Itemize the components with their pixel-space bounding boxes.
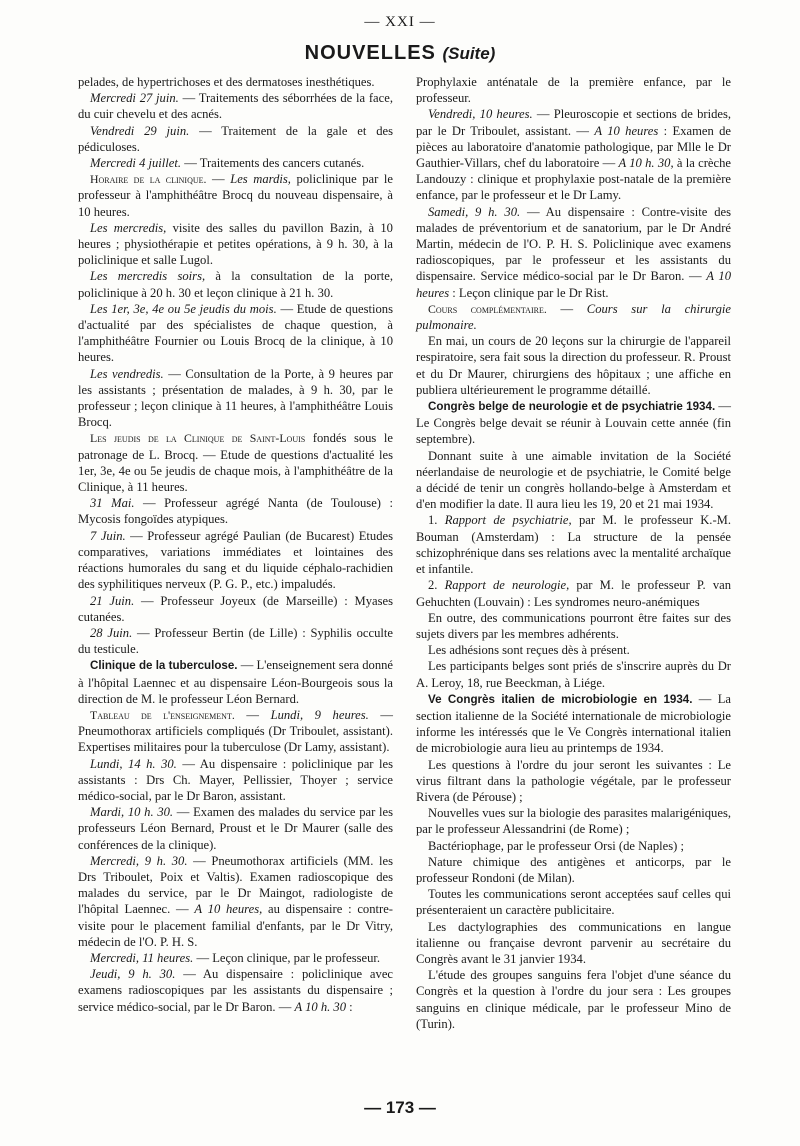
text-run: Horaire de la clinique. [90, 172, 207, 187]
paragraph [78, 90, 393, 122]
paragraph [416, 74, 731, 106]
paragraph [78, 220, 393, 269]
text-run: Tableau de l'enseignement. [90, 707, 235, 722]
paragraph [416, 577, 731, 609]
text-run: Cours complémentaire. [428, 301, 547, 316]
text-run: pelades, de hypertrichoses et des dermatoses inesthétiques. [78, 75, 375, 89]
text-run: A 10 heures, [194, 902, 263, 917]
text-run: Lundi, 9 heures. [270, 707, 369, 722]
text-run: A 10 h. 30 [294, 999, 347, 1014]
text-run: Toutes les communications seront acceptées sauf celles qui présenteraient un caractère publicitaire. [416, 887, 731, 918]
text-run: Les 1er, 3e, 4e ou 5e jeudis du mois. [90, 301, 277, 316]
text-run: à la crèche Landouzy : clinique et prophylaxie post-natale de la première enfance, par le professeur et le Dr Lamy. [416, 156, 731, 203]
text-run: 2. [428, 578, 445, 593]
text-run: 1. [428, 513, 445, 528]
paragraph [416, 838, 731, 854]
text-run: A 10 heures [594, 123, 659, 138]
text-run: Donnant suite à une aimable invitation de la Société néerlandaise de neurologie et de psychiatrie, le Comité belge a décidé de tenir un congrès hollando-belge à Amsterdam et d'en modifier la date. Il aura lieu les 19, 20 et 21 mai 1934. [416, 448, 731, 512]
text-run: — La section italienne de la Société internationale de microbiologie informe les intéressés que le Ve Congrès international italien de microbiologie aura lieu au printemps de 1934. [416, 691, 731, 756]
text-run: Les participants belges sont priés de s'inscrire auprès du Dr A. Leroy, 18, rue Beeckman, à Liége. [416, 659, 731, 690]
text-run: Mardi, 10 h. 30. [90, 805, 174, 820]
section-heading-paragraph [78, 657, 393, 707]
text-run: : Examen de pièces au laboratoire d'anatomie pathologique, par Mlle le Dr Gauthier-Villars, chef du laboratoire — [416, 123, 732, 171]
text-run: 31 Mai. [90, 496, 135, 511]
text-run: Mercredi, 11 heures. [90, 950, 194, 965]
paragraph [416, 106, 731, 203]
text-run: En mai, un cours de 20 leçons sur la chirurgie de l'appareil respiratoire, sera fait sous la direction du professeur. R. Proust et du Dr Maurer, chirurgiens des hôpitaux ; une affiche en publiera ultérieurement le programme détaillé. [416, 334, 731, 397]
paragraph [416, 757, 731, 806]
text-run: 28 Juin. [90, 625, 133, 640]
text-run: — Au dispensaire : policlinique par les assistants : Drs Ch. Mayer, Pellissier, Thoyer ; service médico-social, par le Dr Baron, assistant. [78, 756, 393, 803]
text-run: Les mercredis, [90, 220, 167, 235]
text-run: Mercredi 4 juillet. [90, 156, 182, 171]
text-run: — Professeur Bertin (de Lille) : Syphilis occulte du testicule. [78, 625, 393, 657]
page-title [0, 42, 800, 65]
paragraph [78, 804, 393, 853]
paragraph [416, 854, 731, 886]
text-run: — Professeur agrégé Paulian (de Bucarest) Etudes comparatives, variations immédiates et lointaines des réactions humorales du sang et du liquide céphalo-rachidien des syphilitiques nerveux (P. G. P., etc.) impaludés. [78, 528, 393, 592]
paragraph [78, 707, 393, 756]
text-run: L'étude des groupes sanguins fera l'objet d'une séance du Congrès et la question à l'ordre du jour sera : Les groupes sanguins en clinique médicale, par le professeur Mino de (Turin). [416, 968, 731, 1031]
text-run: Rapport de neurologie, [444, 578, 570, 593]
paragraph [78, 155, 393, 171]
text-run: — [206, 172, 231, 187]
text-run: — Pleuroscopie et sections de brides, par le Dr Triboulet, assistant. — [416, 107, 732, 138]
text-run: visite des salles du pavillon Bazin, à 10 heures ; physiothérapie et petites opérations, à 9 h. 30, à la policlinique et salle Lugol. [78, 220, 393, 268]
text-run: Les jeudis de la Clinique de Saint-Louis [90, 431, 306, 446]
title-suffix: (Suite) [442, 44, 496, 63]
paragraph [78, 966, 393, 1015]
text-run: Clinique de la tuberculose. [90, 659, 238, 673]
paragraph [78, 430, 393, 495]
text-run: — Au dispensaire : policlinique avec examens radioscopiques par les assistants du dispensaire ; service médico-social, par le Dr Baron. — [78, 967, 394, 1014]
paragraph [78, 123, 393, 155]
text-run: — Pneumothorax artificiels compliqués (Dr Triboulet, assistant). Expertises militaires pour la tuberculose (Dr Lamy, assistant). [78, 707, 393, 755]
text-run: Lundi, 14 h. 30. [90, 756, 177, 771]
text-run: Les dactylographies des communications en langue italienne ou française devront parvenir au secrétaire du Congrès avant le 31 janvier 1934. [416, 919, 731, 966]
text-run: Prophylaxie anténatale de la première enfance, par le professeur. [416, 75, 731, 106]
paragraph [416, 886, 731, 918]
title-main: NOUVELLES [304, 42, 436, 64]
paragraph [416, 610, 731, 642]
section-heading-paragraph [416, 691, 731, 757]
paragraph [78, 528, 393, 593]
paragraph [416, 333, 731, 398]
text-run: à la consultation de la porte, policlinique à 20 h. 30 et leçon clinique à 21 h. 30. [78, 269, 393, 300]
text-run: Les adhésions sont reçues dès à présent. [428, 643, 630, 658]
text-run: Vendredi, 10 heures. [428, 107, 533, 122]
text-run: — Examen des malades du service par les professeurs Léon Bernard, Proust et le Dr Maurer (salle des conférences de la clinique). [78, 805, 393, 852]
paragraph [78, 756, 393, 805]
paragraph [416, 512, 731, 577]
text-run: — Au dispensaire : Contre-visite des malades de préventorium et de sanatorium, par le Dr André Martin, médecin de l'O. P. H. S. Policlinique avec examens radioscopiques, par le professeur et les assistants du dispensaire. Service médico-social par le Dr Baron. — [416, 204, 731, 284]
text-run: Samedi, 9 h. 30. [428, 204, 521, 219]
text-run: — Etude de questions d'actualité par des spécialistes de chaque question, à l'amphithéâtre Fournier ou Louis Brocq de la clinique, à 10 heures. [78, 301, 394, 365]
paragraph [78, 950, 393, 966]
text-run: — Professeur agrégé Nanta (de Toulouse) : Mycosis fongoïdes atypiques. [78, 496, 393, 527]
text-run: — [234, 707, 271, 722]
paragraph [416, 448, 731, 513]
text-run: par M. le professeur P. van Gehuchten (Louvain) : Les syndromes neuro-anémiques [416, 578, 731, 609]
text-run: — Traitements des cancers cutanés. [181, 156, 365, 171]
text-run: Jeudi, 9 h. 30. [90, 967, 176, 982]
text-run: Mercredi, 9 h. 30. [90, 853, 188, 868]
text-run: A 10 h. 30, [618, 156, 674, 171]
text-run: fondés sous le patronage de L. Brocq. — Etude de questions d'actualité les 1er, 3e, 4e ou 5e jeudis de chaque mois, à l'amphithéâtre de la Clinique, à 11 heures. [78, 431, 393, 495]
text-run: policlinique par le professeur à l'amphithéâtre Brocq du nouveau dispensaire, à 10 heures. [78, 172, 393, 219]
text-run: par M. le professeur K.-M. Bouman (Amsterdam) : La structure de la pensée schizophrénique dans ses relations avec la mentalité archaïque et infantile. [416, 513, 731, 577]
paragraph [78, 268, 393, 300]
text-run: — Consultation de la Porte, à 9 heures par les assistants ; présentation de malades, à 9 h. 30, par le professeur ; leçon clinique à 11 heures, à l'amphithéâtre Louis Brocq. [78, 366, 393, 430]
text-run: au dispensaire : contre-visite pour le placement familial d'enfants, par le Dr Vitry, médecin de l'O. P. H. S. [78, 902, 394, 949]
paragraph [416, 967, 731, 1032]
page-number: — 173 — [364, 1098, 436, 1117]
text-run: Nature chimique des antigènes et anticorps, par le professeur Rondoni (de Milan). [416, 854, 731, 885]
paragraph [416, 919, 731, 968]
text-run: Vendredi 29 juin. [90, 123, 190, 138]
text-run: — Traitement de la gale et des pédiculoses. [78, 123, 393, 154]
section-heading-paragraph [416, 398, 731, 448]
paragraph [416, 805, 731, 837]
text-run: 21 Juin. [90, 593, 135, 608]
text-run: Les vendredis. [90, 366, 164, 381]
text-run: — Professeur Joyeux (de Marseille) : Myases cutanées. [78, 593, 393, 624]
paragraph [78, 301, 393, 366]
text-run: Rapport de psychiatrie, [444, 513, 572, 528]
text-run: Cours sur la chirurgie pulmonaire. [416, 301, 731, 333]
text-run: — L'enseignement sera donné à l'hôpital Laennec et au dispensaire Léon-Bourgeois sous la direction de M. le professeur Léon Bernard. [78, 658, 393, 706]
text-run: Bactériophage, par le professeur Orsi (de Naples) ; [428, 838, 684, 853]
paragraph [416, 301, 731, 333]
text-run: Les mardis, [230, 172, 291, 187]
text-run: En outre, des communications pourront être faites sur des sujets divers par les membres adhérents. [416, 610, 731, 641]
paragraph [78, 366, 393, 431]
text-run: Ve Congrès italien de microbiologie en 1934. [428, 692, 693, 706]
paragraph [78, 74, 393, 90]
roman-page-number: — XXI — [364, 14, 436, 30]
text-run: Les mercredis soirs, [90, 269, 206, 284]
text-run: Les questions à l'ordre du jour seront les suivantes : Le virus filtrant dans la pathologie végétale, par le professeur Rivera (de Pérouse) ; [416, 757, 731, 804]
text-run: — [546, 301, 587, 316]
text-run: Nouvelles vues sur la biologie des parasites malarigéniques, par le professeur Alessandrini (de Rome) ; [416, 806, 731, 837]
text-run: — Leçon clinique, par le professeur. [193, 950, 381, 965]
text-run: : [346, 999, 353, 1014]
text-run: — Le Congrès belge devait se réunir à Louvain cette année (fin septembre). [416, 399, 731, 447]
text-run: A 10 heures [416, 269, 731, 300]
text-run: : Leçon clinique par le Dr Rist. [449, 285, 609, 300]
paragraph [78, 495, 393, 527]
paragraph [78, 593, 393, 625]
paragraph [78, 625, 393, 657]
paragraph [78, 853, 393, 950]
text-run: Congrès belge de neurologie et de psychiatrie 1934. [428, 400, 716, 414]
paragraph [78, 171, 393, 220]
paragraph [416, 658, 731, 690]
text-run: — Traitements des séborrhées de la face, du cuir chevelu et des acnés. [78, 91, 393, 122]
text-run: — Pneumothorax artificiels (MM. les Drs Triboulet, Poix et Valtis). Examen radioscopique des malades du service, par le Dr Maingot, radiologiste de l'hôpital Laennec. — [78, 853, 393, 917]
text-run: Mercredi 27 juin. [90, 91, 179, 106]
left-column [78, 74, 393, 1015]
text-run: 7 Juin. [90, 528, 126, 543]
paragraph [416, 204, 731, 301]
paragraph [416, 642, 731, 658]
right-column [416, 74, 731, 1032]
